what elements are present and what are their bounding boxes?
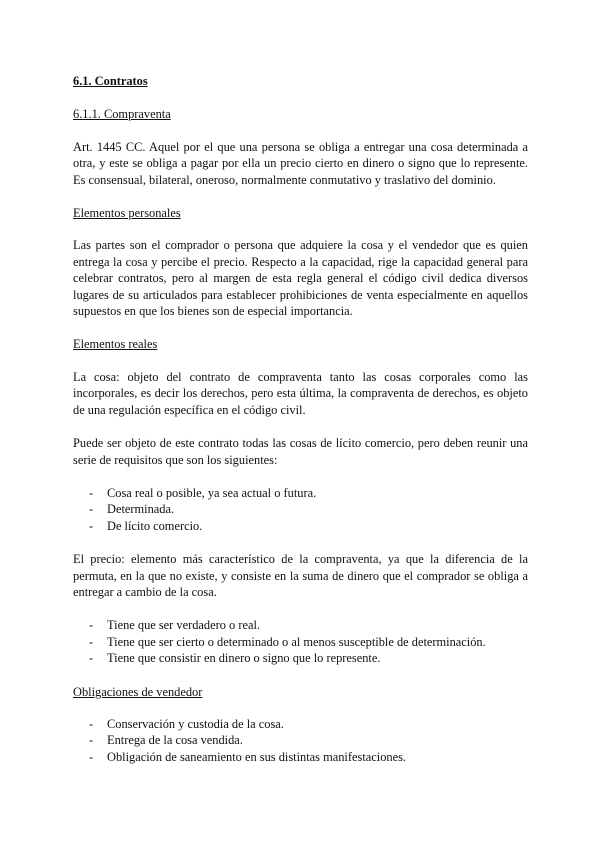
bullet-dash: - [89, 651, 94, 666]
list-item-text: Conservación y custodia de la cosa. [107, 716, 284, 731]
price-paragraph: El precio: elemento más característico de la compraventa, ya que la diferencia de la permuta, en la que no existe, y consiste en la suma de dinero que el comprador se obliga a entregar a cambio de la cosa. [73, 552, 528, 599]
bullet-dash: - [89, 485, 94, 500]
requisites-list [73, 485, 528, 534]
section-title: 6.1. Contratos [73, 74, 148, 88]
list-item-text: De lícito comercio. [107, 518, 203, 533]
heading-seller-obligations: Obligaciones de vendedor [73, 684, 203, 699]
list-item-text: Tiene que ser cierto o determinado o al menos susceptible de determinación. [107, 634, 486, 649]
list-item-text: Tiene que ser verdadero o real. [107, 618, 260, 633]
bullet-dash: - [89, 618, 94, 633]
list-item [73, 518, 528, 534]
list-item [73, 485, 528, 501]
seller-obligations-list [73, 716, 528, 765]
bullet-dash: - [89, 502, 94, 517]
list-item [73, 650, 528, 666]
list-item-text: Tiene que consistir en dinero o signo que lo represente. [107, 651, 381, 666]
bullet-dash: - [89, 518, 94, 533]
real-elements-paragraph-1: La cosa: objeto del contrato de compraventa tanto las cosas corporales como las incorporales, es decir los derechos, pero esta última, la compraventa de derechos, es objeto de una regulación específica en el código civil. [73, 369, 528, 417]
list-item-text: Entrega de la cosa vendida. [107, 733, 243, 748]
heading-real-elements: Elementos reales [73, 337, 158, 352]
list-item [73, 749, 528, 765]
list-item-text: Cosa real o posible, ya sea actual o futura. [107, 485, 317, 500]
intro-paragraph: Art. 1445 CC. Aquel por el que una persona se obliga a entregar una cosa determinada a otra, y este se obliga a pagar por ella un precio cierto en dinero o signo que lo represente. Es consensual, bilateral, oneroso, normalmente conmutativo y traslativo del dominio. [73, 139, 528, 187]
list-item [73, 501, 528, 517]
list-item [73, 617, 528, 633]
subsection-title: 6.1.1. Compraventa [73, 107, 171, 122]
bullet-dash: - [89, 749, 94, 764]
list-item [73, 716, 528, 732]
price-requisites-list [73, 617, 528, 666]
list-item [73, 732, 528, 748]
list-item-text: Determinada. [107, 502, 175, 517]
personal-elements-paragraph: Las partes son el comprador o persona que adquiere la cosa y el vendedor que es quien entrega la cosa y percibe el precio. Respecto a la capacidad, rige la capacidad general para celebrar contratos, pero al margen de esta regla general el código civil dedica diversos lugares de su articulados para establecer prohibiciones de venta especialmente en aquellos supuestos en que los bienes son de especial importancia. [73, 238, 528, 319]
heading-personal-elements: Elementos personales [73, 206, 181, 221]
bullet-dash: - [89, 733, 94, 748]
bullet-dash: - [89, 634, 94, 649]
list-item-text: Obligación de saneamiento en sus distintas manifestaciones. [107, 749, 407, 764]
list-item [73, 634, 528, 650]
real-elements-paragraph-2: Puede ser objeto de este contrato todas las cosas de lícito comercio, pero deben reunir una serie de requisitos que son los siguientes: [73, 436, 528, 467]
bullet-dash: - [89, 716, 94, 731]
